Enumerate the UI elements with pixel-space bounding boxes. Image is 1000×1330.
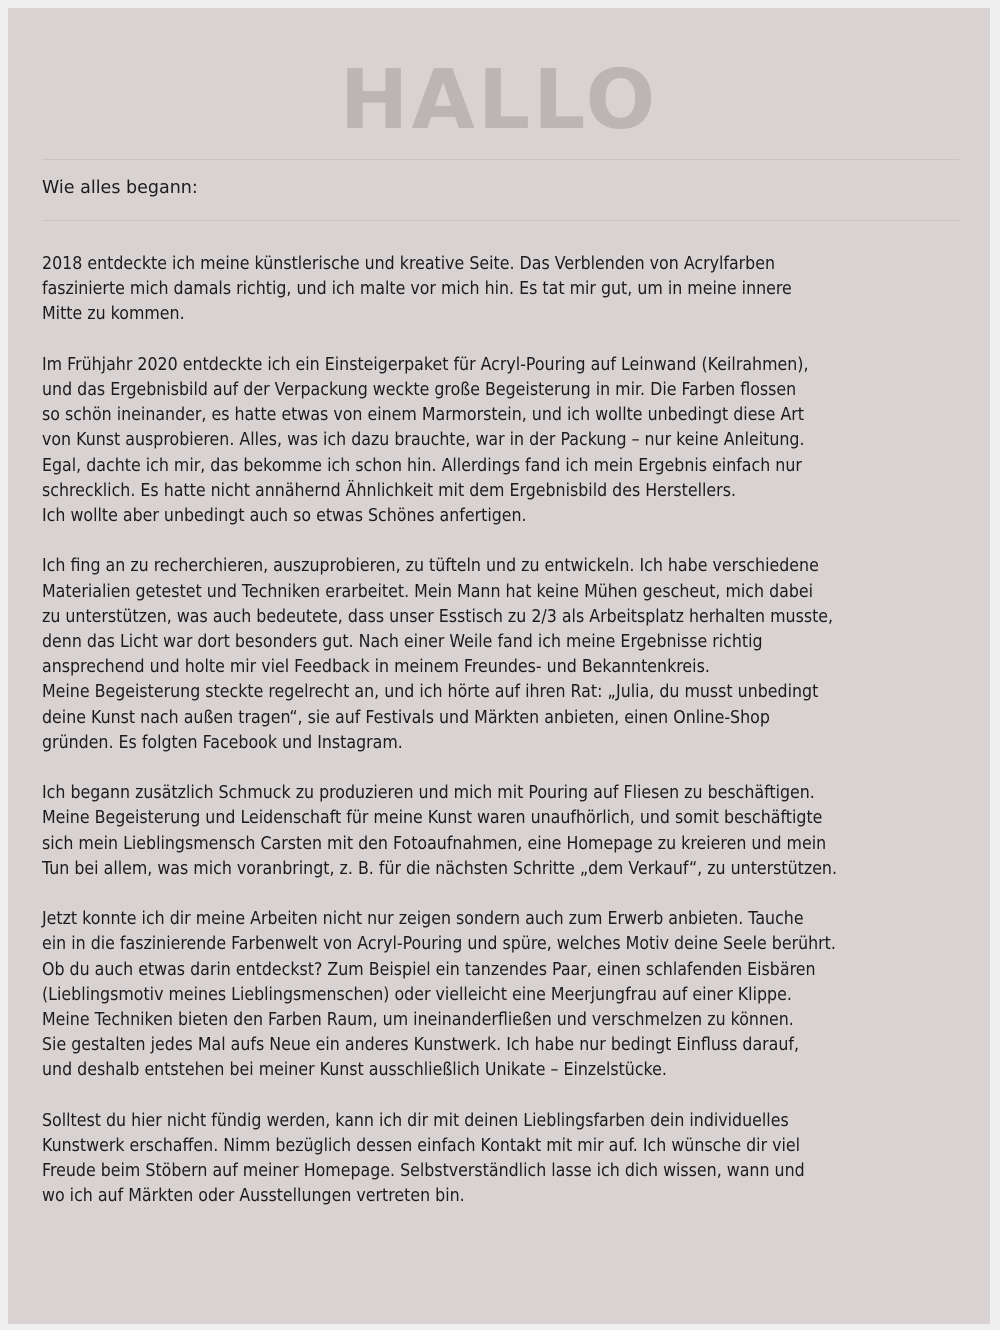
paragraph-line: (Lieblingsmotiv meines Lieblingsmenschen) oder vielleicht eine Meerjungfrau auf einer Klippe. — [42, 984, 792, 1005]
paragraph-line: zu unterstützen, was auch bedeutete, dass unser Esstisch zu 2/3 als Arbeitsplatz herhalten musste, — [42, 606, 834, 627]
paragraph-line: Ob du auch etwas darin entdeckst? Zum Beispiel ein tanzendes Paar, einen schlafenden Eisbären — [42, 959, 816, 980]
paragraph-line: ein in die faszinierende Farbenwelt von Acryl-Pouring und spüre, welches Motiv deine Seele berührt. — [42, 934, 836, 955]
paragraph-line: Tun bei allem, was mich voranbringt, z. B. für die nächsten Schritte „dem Verkauf“, zu unterstützen. — [42, 858, 838, 879]
page-title: HALLO — [339, 53, 659, 148]
paragraph-line: Ich begann zusätzlich Schmuck zu produzieren und mich mit Pouring auf Fliesen zu beschäftigen. — [42, 783, 815, 804]
section-subtitle: Wie alles begann: — [42, 178, 198, 198]
paragraph — [42, 252, 972, 328]
divider-bottom — [42, 220, 959, 221]
paragraph-line: Solltest du hier nicht fündig werden, kann ich dir mit deinen Lieblingsfarben dein individuelles — [42, 1110, 789, 1131]
paragraph-line: wo ich auf Märkten oder Ausstellungen vertreten bin. — [42, 1186, 465, 1207]
paragraph-line: Sie gestalten jedes Mal aufs Neue ein anderes Kunstwerk. Ich habe nur bedingt Einfluss darauf, — [42, 1035, 800, 1056]
paragraph-line: so schön ineinander, es hatte etwas von einem Marmorstein, und ich wollte unbedingt diese Art — [42, 405, 805, 426]
content-panel — [8, 8, 990, 1324]
paragraph-line: Meine Techniken bieten den Farben Raum, um ineinanderfließen und verschmelzen zu können. — [42, 1010, 794, 1031]
paragraph — [42, 781, 972, 882]
paragraph-line: Freude beim Stöbern auf meiner Homepage. Selbstverständlich lasse ich dich wissen, wann und — [42, 1161, 805, 1182]
paragraph-line: Im Frühjahr 2020 entdeckte ich ein Einsteigerpaket für Acryl-Pouring auf Leinwand (Keilrahmen), — [42, 354, 809, 375]
paragraph-line: Materialien getestet und Techniken erarbeitet. Mein Mann hat keine Mühen gescheut, mich dabei — [42, 581, 814, 602]
paragraph-line: Ich wollte aber unbedingt auch so etwas Schönes anfertigen. — [42, 506, 527, 527]
paragraph-line: faszinierte mich damals richtig, und ich malte vor mich hin. Es tat mir gut, um in meine innere — [42, 279, 792, 300]
paragraph-line: Meine Begeisterung und Leidenschaft für meine Kunst waren unaufhörlich, und somit beschäftigte — [42, 808, 823, 829]
paragraph — [42, 554, 972, 756]
paragraph-line: sich mein Lieblingsmensch Carsten mit den Fotoaufnahmen, eine Homepage zu kreieren und mein — [42, 833, 827, 854]
paragraph — [42, 353, 972, 529]
paragraph — [42, 907, 972, 1083]
divider-top — [42, 159, 959, 160]
paragraph-line: und deshalb entstehen bei meiner Kunst ausschließlich Unikate – Einzelstücke. — [42, 1060, 667, 1081]
paragraph-line: Jetzt konnte ich dir meine Arbeiten nicht nur zeigen sondern auch zum Erwerb anbieten. Tauche — [42, 909, 804, 930]
paragraph-line: Egal, dachte ich mir, das bekomme ich schon hin. Allerdings fand ich mein Ergebnis einfach nur — [42, 455, 802, 476]
paragraph-line: Kunstwerk erschaffen. Nimm bezüglich dessen einfach Kontakt mit mir auf. Ich wünsche dir viel — [42, 1136, 801, 1157]
paragraph-line: ansprechend und holte mir viel Feedback in meinem Freundes- und Bekanntenkreis. — [42, 657, 710, 678]
paragraph — [42, 1109, 972, 1210]
paragraph-line: denn das Licht war dort besonders gut. Nach einer Weile fand ich meine Ergebnisse richtig — [42, 632, 763, 653]
paragraph-line: Ich fing an zu recherchieren, auszuprobieren, zu tüfteln und zu entwickeln. Ich habe verschiedene — [42, 556, 819, 577]
paragraph-line: schrecklich. Es hatte nicht annähernd Ähnlichkeit mit dem Ergebnisbild des Herstellers. — [42, 480, 736, 501]
paragraph-line: gründen. Es folgten Facebook und Instagram. — [42, 732, 403, 753]
paragraph-line: 2018 entdeckte ich meine künstlerische und kreative Seite. Das Verblenden von Acrylfarben — [42, 254, 776, 274]
paragraph-line: deine Kunst nach außen tragen“, sie auf Festivals und Märkten anbieten, einen Online-Shop — [42, 707, 770, 728]
paragraph-line: Meine Begeisterung steckte regelrecht an, und ich hörte auf ihren Rat: „Julia, du musst unbedingt — [42, 682, 819, 703]
body-text — [42, 252, 972, 1235]
paragraph-line: Mitte zu kommen. — [42, 304, 185, 325]
paragraph-line: und das Ergebnisbild auf der Verpackung weckte große Begeisterung in mir. Die Farben flossen — [42, 380, 797, 400]
paragraph-line: von Kunst ausprobieren. Alles, was ich dazu brauchte, war in der Packung – nur keine Anleitung. — [42, 430, 805, 451]
